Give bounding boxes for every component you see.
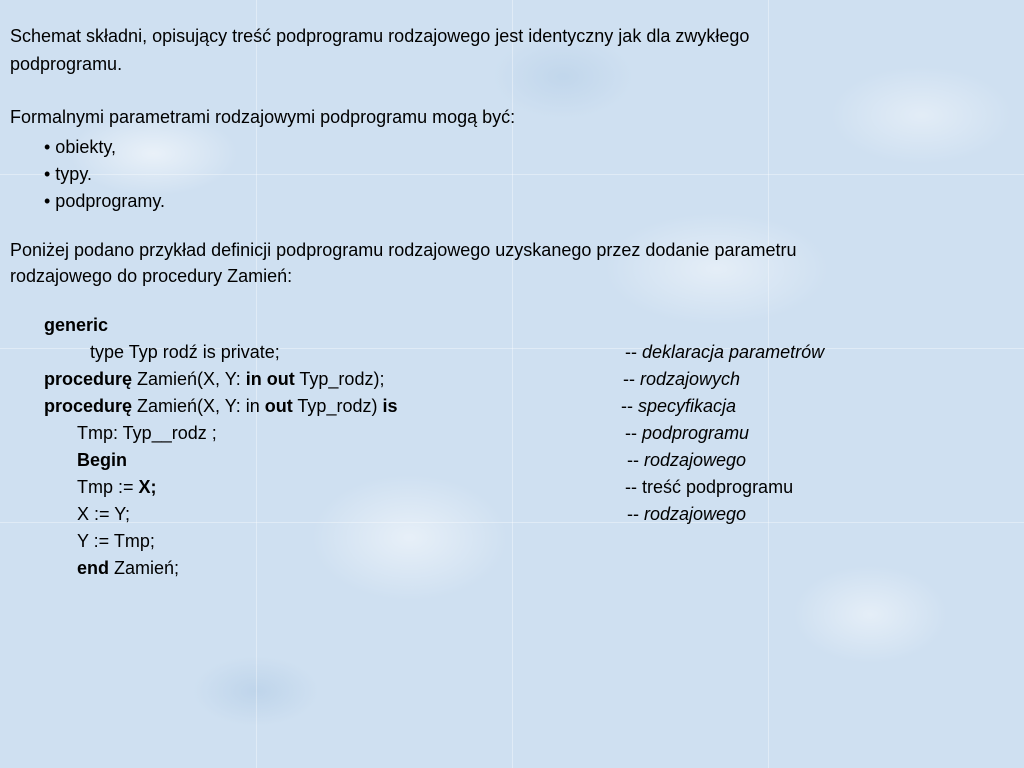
code-line-tmp-decl: Tmp: Typ__rodz ; [77,423,217,443]
paragraph-3-line-2: rodzajowego do procedury Zamień: [10,266,293,286]
paragraph-1-line-1: Schemat składni, opisujący treść podprogramu rodzajowego jest identyczny jak dla zwykłego [10,26,750,46]
code-comment: -- specyfikacja [621,396,737,416]
bullet-item: • podprogramy. [44,191,166,211]
code-comment: -- rodzajowego [627,450,747,470]
bullet-item: • obiekty, [44,137,116,157]
code-comment: -- podprogramu [625,423,750,443]
background-seam [768,0,769,768]
paragraph-2-intro: Formalnymi parametrami rodzajowymi podprogramu mogą być: [10,107,516,127]
paragraph-1-line-2: podprogramu. [10,54,123,74]
keyword-generic: generic [44,315,109,335]
code-comment: -- rodzajowych [623,369,741,389]
code-line-assign-2: X := Y; [77,504,131,524]
bullet-item: • typy. [44,164,92,184]
code-line-assign-1: Tmp := X; [77,477,157,497]
code-comment: -- deklaracja parametrów [625,342,825,362]
code-comment: -- rodzajowego [627,504,747,524]
code-line-end: end Zamień; [77,558,180,578]
code-line-procedure-2: procedurę Zamień(X, Y: in out Typ_rodz) is [44,396,398,416]
code-comment: -- treść podprogramu [625,477,794,497]
code-line-assign-3: Y := Tmp; [77,531,155,551]
code-line-procedure-1: procedurę Zamień(X, Y: in out Typ_rodz); [44,369,385,389]
code-line-generic [44,312,108,339]
code-line-begin: Begin [77,450,128,470]
code-line-type: type Typ rodź is private; [90,342,280,362]
paragraph-3-line-1: Poniżej podano przykład definicji podprogramu rodzajowego uzyskanego przez dodanie parametru [10,240,797,260]
